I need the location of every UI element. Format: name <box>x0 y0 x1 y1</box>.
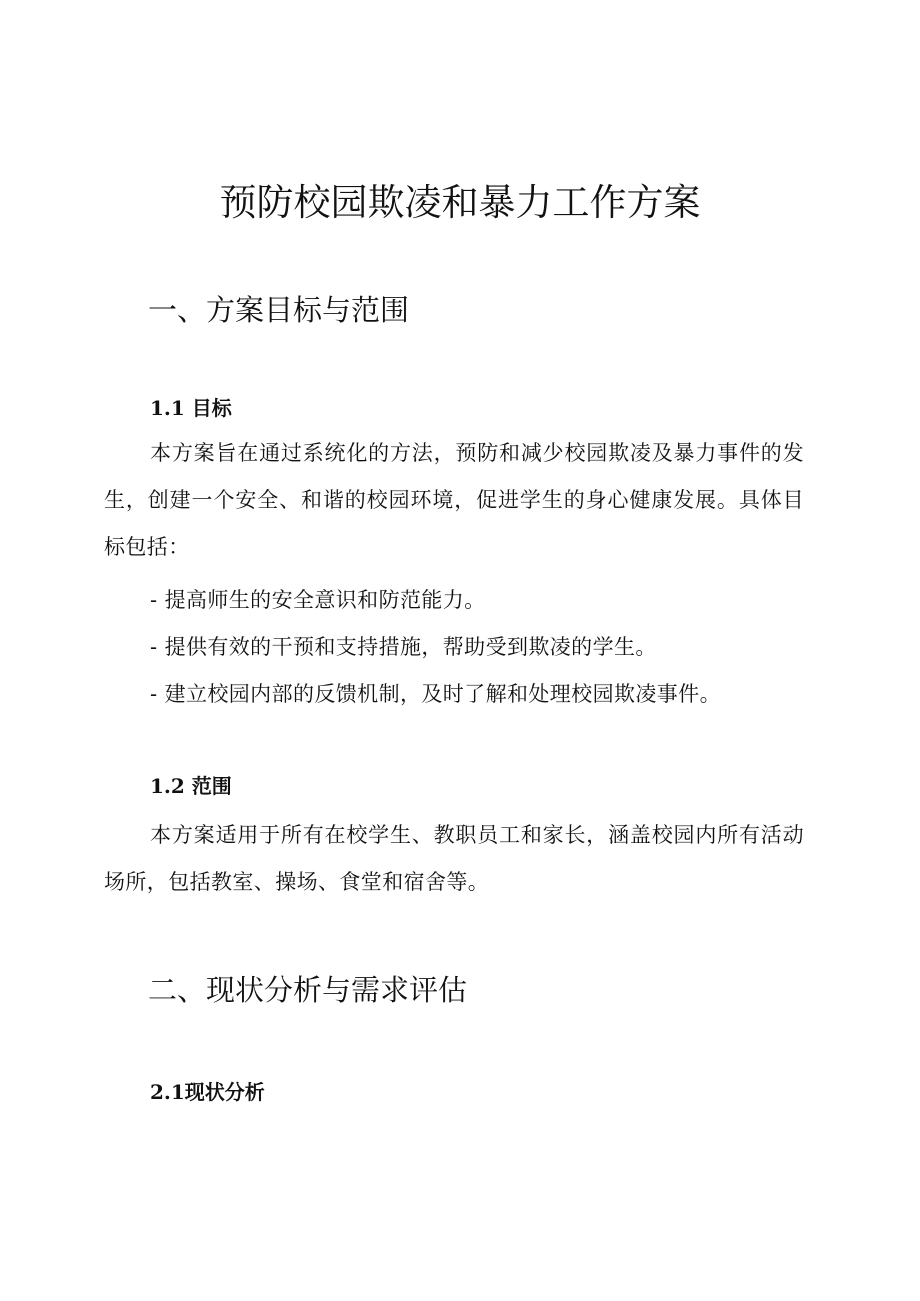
document-title: 预防校园欺凌和暴力工作方案 <box>219 181 701 224</box>
section-1-1-heading: 1.1 目标 <box>150 396 232 420</box>
section-2-heading: 二、现状分析与需求评估 <box>148 973 468 1007</box>
goal-bullet-3: - 建立校园内部的反馈机制，及时了解和处理校园欺凌事件。 <box>150 682 721 706</box>
section-2-1-heading: 2.1现状分析 <box>150 1080 265 1104</box>
goal-bullet-2: - 提供有效的干预和支持措施，帮助受到欺凌的学生。 <box>150 635 657 659</box>
section-1-heading: 一、方案目标与范围 <box>148 293 410 327</box>
section-1-1-paragraph: 本方案旨在通过系统化的方法，预防和减少校园欺凌及暴力事件的发生，创建一个安全、和谐的校园环境，促进学生的身心健康发展。具体目标包括： <box>104 441 804 559</box>
goal-bullet-1: - 提高师生的安全意识和防范能力。 <box>150 588 486 612</box>
section-1-2-heading: 1.2 范围 <box>150 774 232 798</box>
section-1-2-paragraph: 本方案适用于所有在校学生、教职员工和家长，涵盖校园内所有活动场所，包括教室、操场、食堂和宿舍等。 <box>104 823 804 894</box>
